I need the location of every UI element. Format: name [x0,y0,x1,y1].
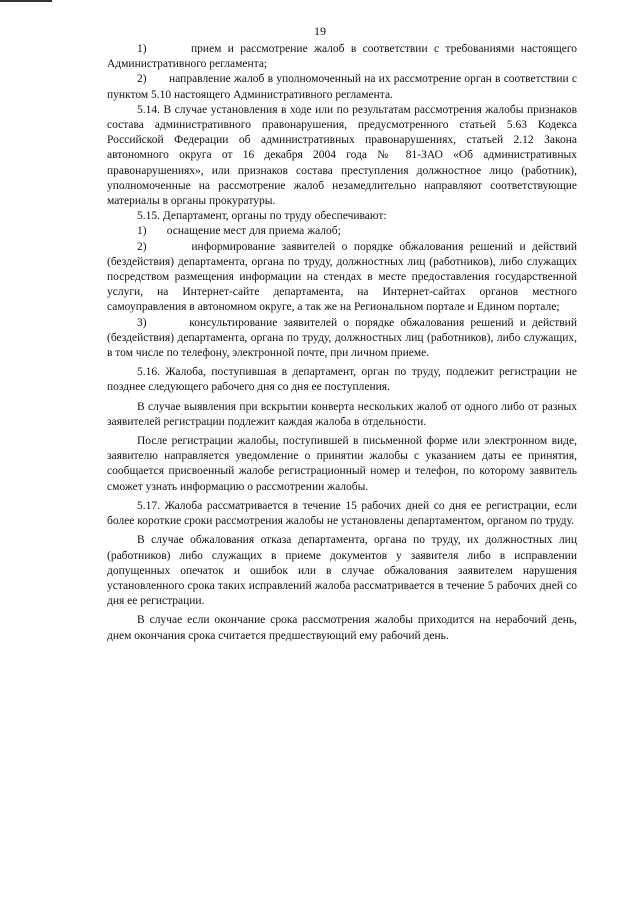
list-item-2: 2) направление жалоб в уполномоченный на их рассмотрение орган в соответствии с пунктом 5.10 настоящего Административного регламента. [107,73,577,101]
paragraph-5-14: 5.14. В случае установления в ходе или по результатам рассмотрения жалобы признаков состава административного правонарушения, предусмотренного статьей 5.63 Кодекса Российской Федерации об административных правонарушениях, статьей 2.12 Закона автономного округа от 16 декабря 2004 года № 81-ЗАО «Об административных правонарушениях», или признаков состава преступления должностное лицо (работник), уполномоченные на рассмотрение жалоб незамедлительно направляют соответствующие материалы в органы прокуратуры. [107,103,577,208]
paragraph-5-17: 5.17. Жалоба рассматривается в течение 15 рабочих дней со дня ее регистрации, если более короткие сроки рассмотрения жалобы не установлены департаментом, органом по труду. [107,499,577,528]
top-edge-line [0,0,52,2]
list-item-1: 1) прием и рассмотрение жалоб в соответствии с требованиями настоящего Административного регламента; [107,43,577,71]
paragraph: В случае выявления при вскрытии конверта нескольких жалоб от одного либо от разных заявителей регистрации подлежит каждая жалоба в отдельности. [107,400,577,428]
page-number: 19 [314,24,326,38]
paragraph: После регистрации жалобы, поступившей в письменной форме или электронном виде, заявителю направляется уведомление о принятии жалобы с указанием даты ее принятия, сообщается присвоенный жалобе регистрационный номер и телефон, по которому заявитель сможет узнать информацию о рассмотрении жалобы. [107,435,577,493]
paragraph: В случае обжалования отказа департамента, органа по труду, их должностных лиц (работников) либо служащих в приеме документов у заявителя либо в исправлении допущенных опечаток и ошибок или в случае обжалования заявителем нарушения установленного срока таких исправлений жалоба рассматривается в течение 5 рабочих дней со дня ее регистрации. [107,534,577,608]
list-item-1: 1) оснащение мест для приема жалоб; [137,225,341,238]
list-item-2: 2) информирование заявителей о порядке обжалования решений и действий (бездействия) департамента, органа по труду, должностных лиц (работников), либо служащих посредством размещения информации на стендах в месте предоставления государственной услуги, на Интернет-сайте департамента, на Интернет-сайтах органов местного самоуправления в автономном округе, а так же на Региональном портале и Едином портале; [107,240,577,314]
paragraph-5-16: 5.16. Жалоба, поступившая в департамент, орган по труду, подлежит регистрации не позднее следующего рабочего дня со дня ее поступления. [107,366,577,394]
paragraph: В случае если окончание срока рассмотрения жалобы приходится на нерабочий день, днем окончания срока считается предшествующий ему рабочий день. [107,614,577,642]
paragraph-5-15: 5.15. Департамент, органы по труду обеспечивают: [137,210,387,223]
document-body [107,42,577,644]
list-item-3: 3) консультирование заявителей о порядке обжалования решений и действий (бездействия) департамента, органа по труду, должностных лиц (работников), либо служащих, в том числе по телефону, электронной почте, при личном приеме. [107,316,577,360]
